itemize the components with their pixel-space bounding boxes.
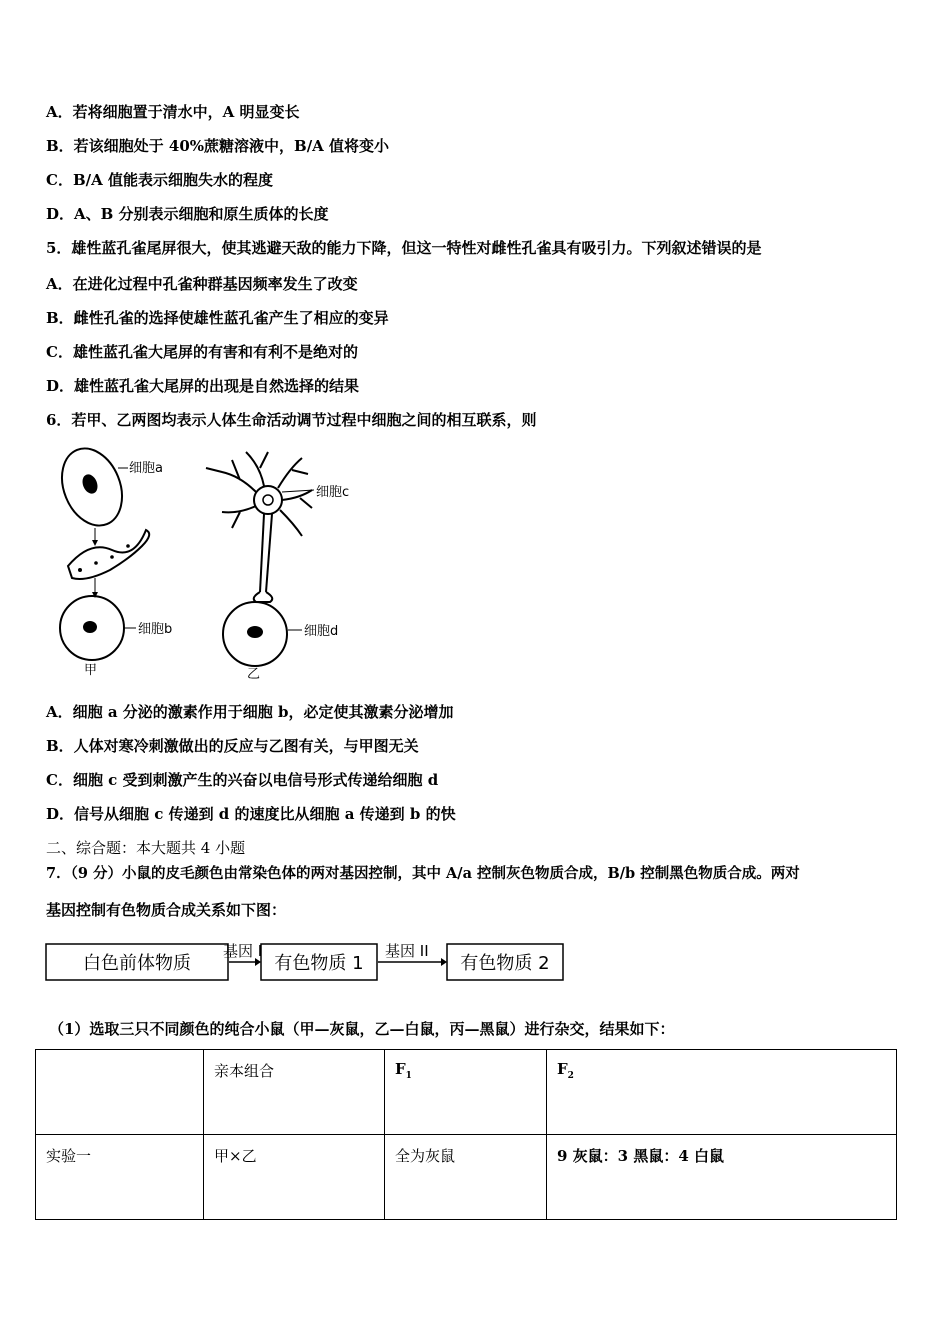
q5-option-b: B．雌性孔雀的选择使雄性蓝孔雀产生了相应的变异 [46, 309, 389, 327]
table-header-row [36, 1050, 897, 1135]
q7-sub1: （1）选取三只不同颜色的纯合小鼠（甲—灰鼠，乙—白鼠，丙—黑鼠）进行杂交，结果如下： [49, 1020, 675, 1038]
experiment-table [35, 1049, 897, 1220]
q6-option-b: B．人体对寒冷刺激做出的反应与乙图有关，与甲图无关 [46, 737, 419, 755]
cell-a-nucleus [80, 472, 100, 496]
label-cell-a: 细胞a [129, 461, 163, 476]
label-jia: 甲 [84, 663, 98, 678]
q4-option-b: B．若该细胞处于 40%蔗糖溶液中，B/A 值将变小 [46, 137, 390, 155]
q6-stem: 6．若甲、乙两图均表示人体生命活动调节过程中细胞之间的相互联系，则 [46, 411, 537, 429]
flow-box-1: 白色前体物质 [83, 953, 191, 974]
q7-stem-line1: 7．（9 分）小鼠的皮毛颜色由常染色体的两对基因控制，其中 A/a 控制灰色物质合成，B/b 控制黑色物质合成。两对 [46, 865, 800, 882]
section-heading: 二、综合题：本大题共 4 小题 [46, 839, 246, 857]
table-header-cell: 亲本组合 [204, 1050, 385, 1135]
q6-option-d: D．信号从细胞 c 传递到 d 的速度比从细胞 a 传递到 b 的快 [46, 805, 456, 823]
table-header-cell: $F_2$ [547, 1050, 897, 1135]
table-header-cell [36, 1050, 204, 1135]
q4-option-d: D．A、B 分别表示细胞和原生质体的长度 [46, 205, 329, 223]
pathway-flowchart [45, 938, 575, 988]
table-cell: 9 灰鼠：3 黑鼠：4 白鼠 [547, 1135, 897, 1220]
q4-option-c: C．B/A 值能表示细胞失水的程度 [46, 171, 273, 189]
neuron-c-shape [206, 452, 312, 602]
q4-option-a: A．若将细胞置于清水中，A 明显变长 [46, 103, 300, 121]
table-cell: 实验一 [36, 1135, 204, 1220]
flow-box-2: 有色物质 1 [274, 953, 364, 974]
flow-arrow-2-label: 基因 II [385, 942, 429, 960]
table-row [36, 1135, 897, 1220]
q6-option-c: C．细胞 c 受到刺激产生的兴奋以电信号形式传递给细胞 d [46, 771, 439, 789]
table-cell: 甲×乙 [204, 1135, 385, 1220]
cell-d-nucleus [247, 626, 263, 638]
table-cell: 全为灰鼠 [385, 1135, 547, 1220]
label-cell-c: 细胞c [316, 485, 350, 500]
q5-option-a: A．在进化过程中孔雀种群基因频率发生了改变 [46, 275, 358, 293]
flow-box-3: 有色物质 2 [460, 953, 550, 974]
q5-option-c: C．雄性蓝孔雀大尾屏的有害和有利不是绝对的 [46, 343, 358, 361]
q6-option-a: A．细胞 a 分泌的激素作用于细胞 b，必定使其激素分泌增加 [46, 703, 454, 721]
flow-arrow-1-label: 基因 I [223, 942, 263, 960]
label-cell-b: 细胞b [138, 622, 173, 637]
cell-b-nucleus [83, 621, 97, 633]
q5-stem: 5．雄性蓝孔雀尾屏很大，使其逃避天敌的能力下降，但这一特性对雌性孔雀具有吸引力。下列叙述错误的是 [46, 239, 762, 257]
q5-option-d: D．雄性蓝孔雀大尾屏的出现是自然选择的结果 [46, 377, 360, 395]
cell-communication-figure [50, 442, 370, 682]
label-yi: 乙 [247, 667, 261, 682]
q7-stem-line2: 基因控制有色物质合成关系如下图： [46, 901, 287, 919]
label-cell-d: 细胞d [304, 624, 339, 639]
table-header-cell: $F_1$ [385, 1050, 547, 1135]
